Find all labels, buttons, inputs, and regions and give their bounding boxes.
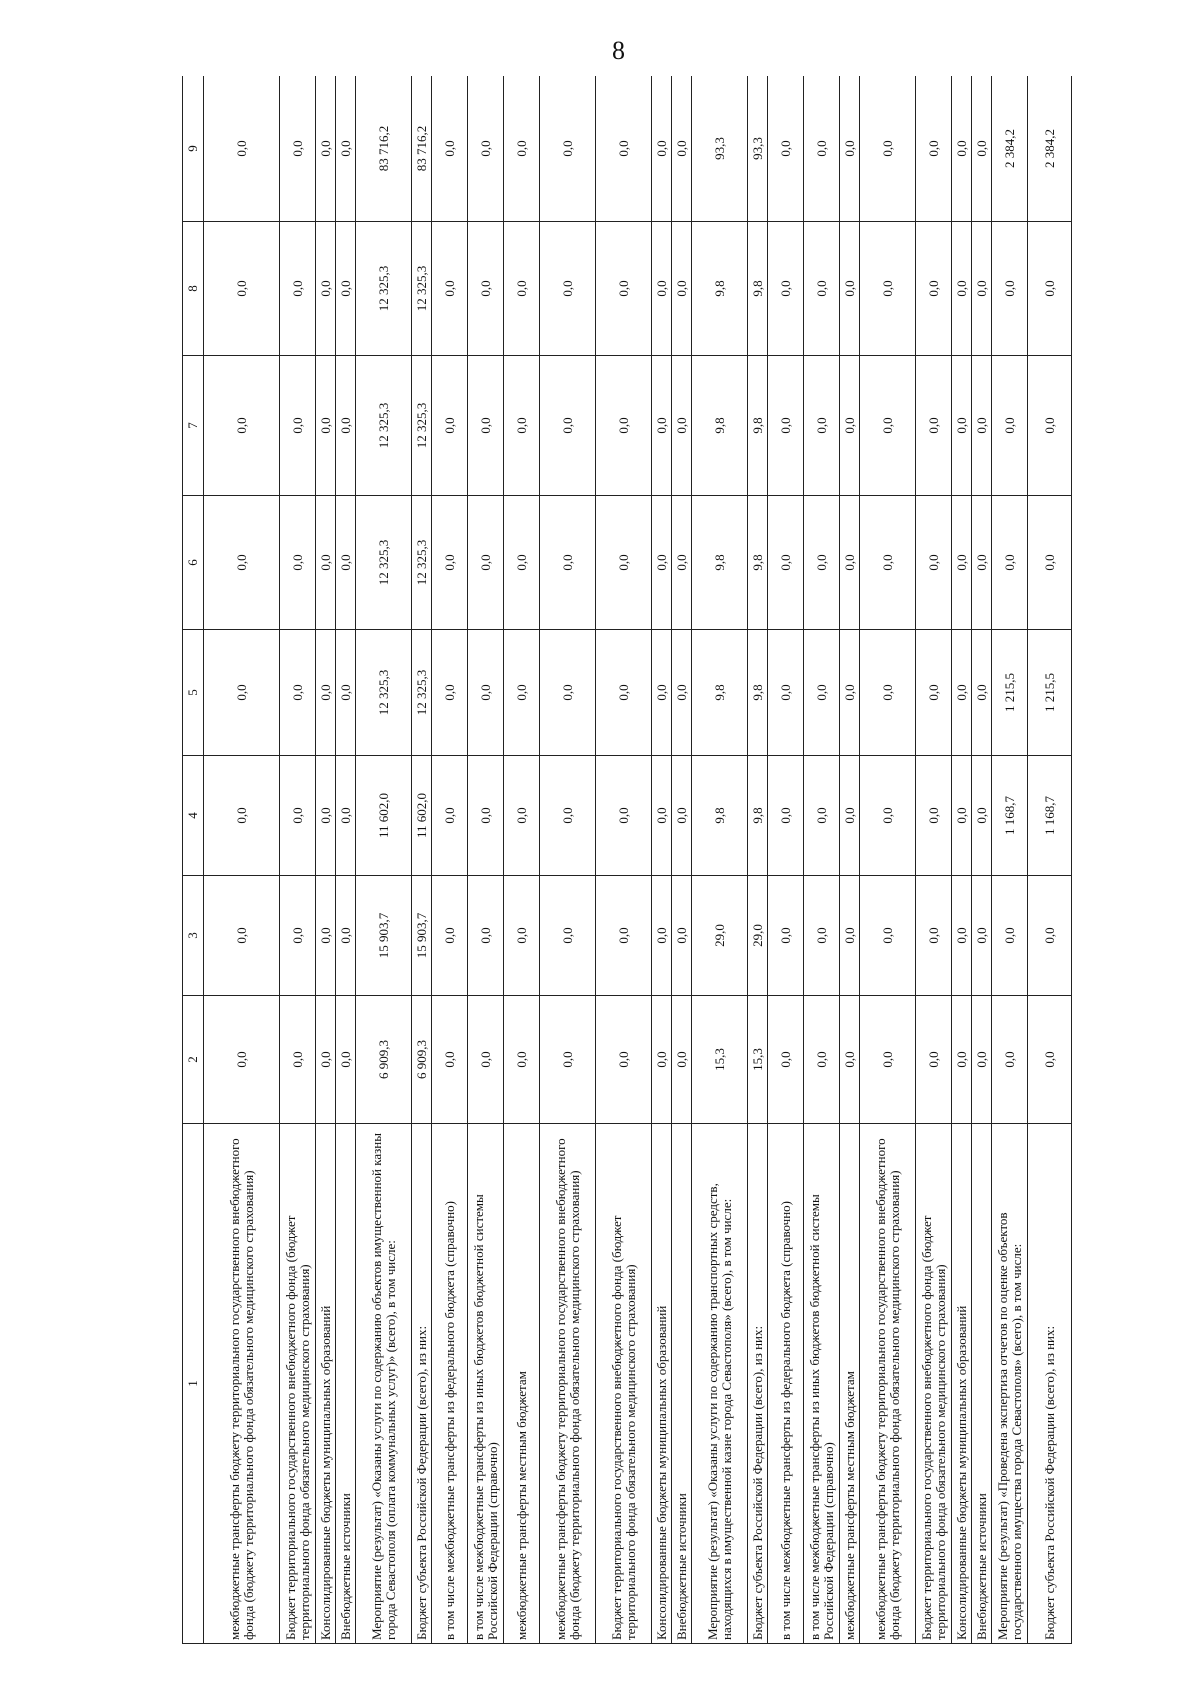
budget-table (182, 76, 1072, 1644)
row-value: 0,0 (768, 496, 804, 630)
row-value: 0,0 (204, 996, 280, 1124)
row-label: Бюджет субъекта Российской Федерации (всего), из них: (748, 1124, 768, 1644)
row-value: 0,0 (916, 756, 952, 876)
row-value: 0,0 (952, 756, 972, 876)
table-row (504, 76, 540, 1644)
row-label: Консолидированные бюджеты муниципальных образований (316, 1124, 336, 1644)
row-value: 0,0 (952, 630, 972, 756)
row-value: 0,0 (916, 222, 952, 356)
row-value: 0,0 (540, 222, 596, 356)
row-value: 0,0 (1028, 222, 1072, 356)
row-value: 9,8 (748, 222, 768, 356)
row-value: 0,0 (952, 996, 972, 1124)
column-header: 9 (183, 76, 204, 222)
row-value: 0,0 (504, 76, 540, 222)
table-row (540, 76, 596, 1644)
row-value: 15 903,7 (356, 876, 412, 996)
row-value: 29,0 (692, 876, 748, 996)
row-value: 0,0 (652, 222, 672, 356)
row-value: 0,0 (1028, 356, 1072, 496)
row-value: 0,0 (336, 756, 356, 876)
row-value: 0,0 (540, 756, 596, 876)
row-value: 9,8 (692, 222, 748, 356)
row-value: 0,0 (860, 996, 916, 1124)
row-value: 0,0 (916, 876, 952, 996)
row-value: 0,0 (672, 630, 692, 756)
row-value: 9,8 (692, 756, 748, 876)
row-value: 1 168,7 (1028, 756, 1072, 876)
row-value: 0,0 (804, 496, 840, 630)
row-value: 0,0 (672, 876, 692, 996)
row-value: 0,0 (672, 756, 692, 876)
row-label: Внебюджетные источники (672, 1124, 692, 1644)
row-value: 12 325,3 (412, 222, 432, 356)
table-row (672, 76, 692, 1644)
row-value: 0,0 (504, 876, 540, 996)
row-value: 12 325,3 (412, 356, 432, 496)
row-label: межбюджетные трансферты бюджету территориального государственного внебюджетного фонда (бюджету территориального фонда обязательного медицинского страхования) (860, 1124, 916, 1644)
row-value: 0,0 (972, 496, 992, 630)
row-value: 0,0 (204, 356, 280, 496)
row-value: 0,0 (992, 876, 1028, 996)
row-value: 0,0 (316, 496, 336, 630)
row-value: 0,0 (432, 222, 468, 356)
row-value: 0,0 (652, 630, 672, 756)
row-value: 0,0 (992, 496, 1028, 630)
row-value: 0,0 (860, 756, 916, 876)
row-value: 0,0 (840, 496, 860, 630)
table-row (768, 76, 804, 1644)
row-value: 0,0 (804, 996, 840, 1124)
column-header: 6 (183, 496, 204, 630)
row-value: 0,0 (952, 76, 972, 222)
row-label: межбюджетные трансферты бюджету территориального государственного внебюджетного фонда (бюджету территориального фонда обязательного медицинского страхования) (204, 1124, 280, 1644)
row-value: 0,0 (768, 756, 804, 876)
row-value: 0,0 (468, 876, 504, 996)
column-header: 8 (183, 222, 204, 356)
row-value: 0,0 (972, 356, 992, 496)
row-value: 0,0 (972, 630, 992, 756)
column-header: 3 (183, 876, 204, 996)
row-value: 0,0 (672, 76, 692, 222)
row-value: 0,0 (280, 76, 316, 222)
row-value: 11 602,0 (356, 756, 412, 876)
table-row (972, 76, 992, 1644)
rotated-table-container (182, 76, 1086, 1644)
row-value: 0,0 (468, 756, 504, 876)
row-value: 0,0 (596, 876, 652, 996)
row-value: 0,0 (280, 876, 316, 996)
row-value: 0,0 (860, 222, 916, 356)
row-value: 0,0 (804, 76, 840, 222)
row-value: 0,0 (1028, 496, 1072, 630)
row-value: 0,0 (596, 76, 652, 222)
row-label: Бюджет субъекта Российской Федерации (всего), из них: (1028, 1124, 1072, 1644)
row-value: 12 325,3 (412, 496, 432, 630)
row-value: 0,0 (280, 630, 316, 756)
row-value: 0,0 (596, 756, 652, 876)
row-label: Бюджет территориального государственного внебюджетного фонда (бюджет территориального фонда обязательного медицинского страхования) (280, 1124, 316, 1644)
row-label: Консолидированные бюджеты муниципальных образований (652, 1124, 672, 1644)
row-value: 0,0 (336, 222, 356, 356)
row-value: 9,8 (692, 356, 748, 496)
row-value: 0,0 (840, 356, 860, 496)
row-value: 0,0 (204, 222, 280, 356)
table-row (356, 76, 412, 1644)
row-value: 12 325,3 (412, 630, 432, 756)
row-value: 0,0 (504, 222, 540, 356)
row-value: 0,0 (840, 756, 860, 876)
row-value: 0,0 (840, 222, 860, 356)
row-value: 0,0 (840, 876, 860, 996)
row-value: 0,0 (672, 356, 692, 496)
row-value: 0,0 (204, 76, 280, 222)
row-value: 2 384,2 (1028, 76, 1072, 222)
row-value: 0,0 (804, 756, 840, 876)
row-value: 0,0 (316, 356, 336, 496)
row-value: 0,0 (280, 222, 316, 356)
row-value: 0,0 (840, 76, 860, 222)
table-row (952, 76, 972, 1644)
row-value: 0,0 (916, 356, 952, 496)
row-value: 0,0 (804, 876, 840, 996)
row-value: 0,0 (860, 876, 916, 996)
row-value: 0,0 (652, 356, 672, 496)
row-value: 9,8 (692, 496, 748, 630)
row-value: 9,8 (748, 356, 768, 496)
row-value: 0,0 (860, 496, 916, 630)
row-label: Мероприятие (результат) «Проведена экспертиза отчетов по оценке объектов государственного имущества города Севастополя» (всего), в том числе: (992, 1124, 1028, 1644)
row-value: 0,0 (860, 356, 916, 496)
row-value: 0,0 (672, 222, 692, 356)
row-value: 0,0 (204, 496, 280, 630)
row-value: 0,0 (840, 996, 860, 1124)
row-value: 1 215,5 (1028, 630, 1072, 756)
row-value: 0,0 (952, 496, 972, 630)
row-value: 0,0 (916, 76, 952, 222)
row-value: 0,0 (804, 356, 840, 496)
row-value: 0,0 (432, 76, 468, 222)
row-value: 83 716,2 (412, 76, 432, 222)
table-row (992, 76, 1028, 1644)
page-number: 8 (612, 36, 625, 65)
row-value: 93,3 (748, 76, 768, 222)
column-header: 5 (183, 630, 204, 756)
table-row (596, 76, 652, 1644)
row-value: 0,0 (280, 496, 316, 630)
header-row (183, 76, 204, 1644)
row-value: 0,0 (768, 630, 804, 756)
row-value: 0,0 (504, 630, 540, 756)
row-value: 15,3 (748, 996, 768, 1124)
table-row (336, 76, 356, 1644)
row-value: 0,0 (768, 222, 804, 356)
table-row (652, 76, 672, 1644)
row-value: 0,0 (336, 76, 356, 222)
row-label: межбюджетные трансферты бюджету территориального государственного внебюджетного фонда (бюджету территориального фонда обязательного медицинского страхования) (540, 1124, 596, 1644)
row-value: 0,0 (316, 756, 336, 876)
row-value: 0,0 (432, 630, 468, 756)
row-value: 0,0 (596, 996, 652, 1124)
row-value: 0,0 (468, 356, 504, 496)
row-value: 0,0 (540, 876, 596, 996)
table-row (1028, 76, 1072, 1644)
row-label: в том числе межбюджетные трансферты из иных бюджетов бюджетной системы Российской Федерации (справочно) (804, 1124, 840, 1644)
row-value: 0,0 (432, 876, 468, 996)
row-value: 0,0 (652, 996, 672, 1124)
row-label: Мероприятие (результат) «Оказаны услуги по содержанию объектов имущественной казны города Севастополя (оплата коммунальных услуг)» (всего), в том числе: (356, 1124, 412, 1644)
row-value: 0,0 (336, 876, 356, 996)
row-value: 83 716,2 (356, 76, 412, 222)
row-value: 0,0 (316, 996, 336, 1124)
row-value: 0,0 (972, 996, 992, 1124)
row-value: 2 384,2 (992, 76, 1028, 222)
row-value: 0,0 (992, 996, 1028, 1124)
row-value: 0,0 (504, 756, 540, 876)
table-row (468, 76, 504, 1644)
column-header: 2 (183, 996, 204, 1124)
table-row (316, 76, 336, 1644)
table-row (860, 76, 916, 1644)
row-value: 0,0 (316, 876, 336, 996)
row-value: 0,0 (316, 222, 336, 356)
row-value: 0,0 (596, 496, 652, 630)
row-value: 0,0 (336, 356, 356, 496)
row-value: 0,0 (336, 996, 356, 1124)
row-value: 9,8 (748, 630, 768, 756)
table-body (204, 76, 1072, 1644)
row-label: Внебюджетные источники (336, 1124, 356, 1644)
row-value: 0,0 (432, 356, 468, 496)
row-value: 11 602,0 (412, 756, 432, 876)
row-value: 0,0 (840, 630, 860, 756)
row-value: 0,0 (540, 996, 596, 1124)
row-value: 0,0 (972, 756, 992, 876)
row-value: 0,0 (952, 356, 972, 496)
row-value: 0,0 (504, 496, 540, 630)
table-row (916, 76, 952, 1644)
row-label: в том числе межбюджетные трансферты из иных бюджетов бюджетной системы Российской Федерации (справочно) (468, 1124, 504, 1644)
row-value: 9,8 (748, 496, 768, 630)
row-value: 0,0 (540, 356, 596, 496)
row-value: 0,0 (336, 630, 356, 756)
row-value: 0,0 (804, 222, 840, 356)
row-value: 0,0 (804, 630, 840, 756)
row-label: Мероприятие (результат) «Оказаны услуги по содержанию транспортных средств, находящихся в имущественной казне города Севастополя» (всего), в том числе: (692, 1124, 748, 1644)
row-value: 0,0 (504, 996, 540, 1124)
row-value: 0,0 (1028, 996, 1072, 1124)
row-value: 0,0 (596, 356, 652, 496)
row-label: в том числе межбюджетные трансферты из федерального бюджета (справочно) (768, 1124, 804, 1644)
row-value: 0,0 (768, 876, 804, 996)
row-value: 0,0 (992, 222, 1028, 356)
table-row (748, 76, 768, 1644)
table-row (432, 76, 468, 1644)
row-value: 0,0 (672, 496, 692, 630)
column-header: 7 (183, 356, 204, 496)
row-value: 0,0 (652, 876, 672, 996)
row-label: межбюджетные трансферты местным бюджетам (840, 1124, 860, 1644)
row-value: 0,0 (432, 756, 468, 876)
row-value: 0,0 (280, 996, 316, 1124)
row-label: Внебюджетные источники (972, 1124, 992, 1644)
row-value: 0,0 (768, 76, 804, 222)
row-value: 0,0 (860, 630, 916, 756)
row-value: 0,0 (432, 996, 468, 1124)
table-row (804, 76, 840, 1644)
row-value: 0,0 (316, 630, 336, 756)
row-value: 6 909,3 (356, 996, 412, 1124)
row-value: 0,0 (280, 756, 316, 876)
row-value: 0,0 (432, 496, 468, 630)
table-row (280, 76, 316, 1644)
table-row (692, 76, 748, 1644)
row-value: 0,0 (316, 76, 336, 222)
row-value: 0,0 (540, 630, 596, 756)
row-value: 0,0 (768, 356, 804, 496)
row-value: 0,0 (916, 996, 952, 1124)
table-row (840, 76, 860, 1644)
row-value: 0,0 (468, 630, 504, 756)
row-value: 0,0 (468, 496, 504, 630)
row-value: 0,0 (992, 356, 1028, 496)
row-value: 12 325,3 (356, 496, 412, 630)
row-value: 0,0 (652, 496, 672, 630)
row-label: в том числе межбюджетные трансферты из федерального бюджета (справочно) (432, 1124, 468, 1644)
row-value: 12 325,3 (356, 356, 412, 496)
row-value: 0,0 (336, 496, 356, 630)
row-value: 0,0 (972, 222, 992, 356)
row-value: 0,0 (972, 876, 992, 996)
table-row (412, 76, 432, 1644)
row-value: 12 325,3 (356, 630, 412, 756)
row-value: 93,3 (692, 76, 748, 222)
row-value: 12 325,3 (356, 222, 412, 356)
row-value: 6 909,3 (412, 996, 432, 1124)
row-value: 0,0 (860, 76, 916, 222)
row-label: Бюджет территориального государственного внебюджетного фонда (бюджет территориального фонда обязательного медицинского страхования) (596, 1124, 652, 1644)
row-value: 0,0 (204, 756, 280, 876)
row-value: 15 903,7 (412, 876, 432, 996)
row-value: 1 215,5 (992, 630, 1028, 756)
row-value: 0,0 (596, 630, 652, 756)
row-value: 0,0 (280, 356, 316, 496)
row-value: 0,0 (916, 630, 952, 756)
row-value: 0,0 (1028, 876, 1072, 996)
column-header: 1 (183, 1124, 204, 1644)
row-value: 0,0 (652, 76, 672, 222)
table-row (204, 76, 280, 1644)
row-value: 0,0 (672, 996, 692, 1124)
row-value: 0,0 (540, 496, 596, 630)
row-value: 0,0 (504, 356, 540, 496)
row-value: 0,0 (916, 496, 952, 630)
column-header: 4 (183, 756, 204, 876)
row-value: 0,0 (952, 876, 972, 996)
row-value: 0,0 (204, 630, 280, 756)
row-value: 0,0 (204, 876, 280, 996)
row-value: 0,0 (652, 756, 672, 876)
row-value: 29,0 (748, 876, 768, 996)
row-value: 0,0 (596, 222, 652, 356)
row-value: 0,0 (972, 76, 992, 222)
row-label: Консолидированные бюджеты муниципальных образований (952, 1124, 972, 1644)
row-value: 9,8 (748, 756, 768, 876)
row-label: Бюджет субъекта Российской Федерации (всего), из них: (412, 1124, 432, 1644)
row-label: Бюджет территориального государственного внебюджетного фонда (бюджет территориального фонда обязательного медицинского страхования) (916, 1124, 952, 1644)
row-value: 9,8 (692, 630, 748, 756)
row-label: межбюджетные трансферты местным бюджетам (504, 1124, 540, 1644)
row-value: 15,3 (692, 996, 748, 1124)
row-value: 0,0 (468, 76, 504, 222)
row-value: 0,0 (768, 996, 804, 1124)
row-value: 0,0 (952, 222, 972, 356)
row-value: 1 168,7 (992, 756, 1028, 876)
row-value: 0,0 (468, 222, 504, 356)
row-value: 0,0 (468, 996, 504, 1124)
row-value: 0,0 (540, 76, 596, 222)
